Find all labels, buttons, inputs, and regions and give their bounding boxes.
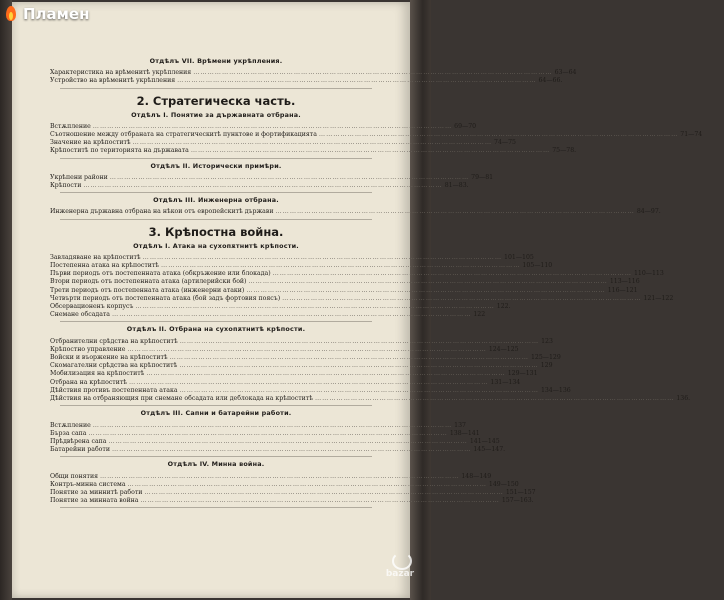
- toc-entry: [50, 386, 571, 395]
- seller-logo-text: Пламен: [23, 5, 90, 23]
- toc-entry: [50, 208, 661, 216]
- toc-entry-title: Отбранителни срѣдства на крѣпоститѣ: [50, 337, 178, 345]
- dot-leader: [127, 346, 486, 354]
- toc-entry: [50, 278, 640, 286]
- section-title: Отдѣлъ II. Отбрана на сухопѫтнитѣ крѣпости.: [126, 325, 306, 334]
- dot-leader: [128, 481, 487, 489]
- toc-entry: [50, 488, 536, 497]
- dot-leader: [112, 446, 471, 454]
- toc-entry-title: Встѫпление: [50, 122, 91, 130]
- watermark: [371, 550, 429, 592]
- toc-entry-pages: 101—105: [504, 253, 534, 261]
- toc-entry-title: Втори периодъ отъ постепенната атака (артилерийски бой): [50, 278, 247, 286]
- dot-leader: [135, 303, 494, 311]
- toc-entry: [50, 472, 492, 481]
- toc-entry: [50, 337, 553, 346]
- toc-entry-pages: 122: [473, 311, 486, 319]
- dot-leader: [88, 430, 447, 438]
- dot-leader: [319, 131, 678, 139]
- flame-icon: [4, 5, 18, 23]
- toc-entry-title: Трети периодъ отъ постепенната атака (инженерни атаки): [50, 286, 245, 294]
- dot-leader: [179, 362, 538, 370]
- toc-entry: [50, 480, 519, 489]
- dot-leader: [273, 270, 632, 278]
- toc-entry: [50, 173, 494, 182]
- table-of-contents: [42, 54, 703, 510]
- toc-entry-title: Първи периодъ отъ постепенната атака (обкръжение или блокада): [50, 270, 271, 278]
- section-divider: [60, 88, 372, 89]
- toc-entry-pages: 81—83.: [444, 182, 469, 190]
- toc-entry-pages: 75—78.: [552, 147, 577, 155]
- toc-entry-title: Крѣпости: [50, 182, 82, 190]
- dot-leader: [146, 370, 505, 378]
- watermark-text: bazar: [385, 569, 415, 579]
- dot-leader: [133, 139, 492, 147]
- toc-entry-pages: 74—75: [494, 139, 516, 147]
- toc-entry-pages: 141—145: [469, 437, 500, 445]
- dot-leader: [93, 123, 452, 131]
- dot-leader: [144, 489, 503, 497]
- toc-entry-pages: 110—113: [633, 270, 664, 278]
- seller-logo: [4, 2, 89, 26]
- toc-entry: [50, 437, 500, 446]
- toc-entry-title: Батарейни работи: [50, 446, 110, 454]
- toc-entry-title: Крѣпостно управление: [50, 345, 126, 353]
- toc-entry-title: Съотношение между отбраната на стратегическитѣ пунктове и фортификацията: [50, 131, 317, 139]
- dot-leader: [177, 77, 536, 85]
- section-divider: [60, 158, 372, 159]
- section-divider: [60, 321, 372, 322]
- dot-leader: [161, 262, 520, 270]
- toc-entry-title: Завладяване на крѣпоститѣ: [50, 253, 141, 261]
- section-divider: [60, 219, 372, 220]
- toc-entry-title: Скомагателни срѣдства на крѣпоститѣ: [50, 362, 178, 370]
- dot-leader: [170, 354, 529, 362]
- toc-entry-pages: 138—141: [449, 429, 480, 437]
- toc-entry-pages: 134—136: [540, 386, 571, 394]
- dot-leader: [83, 182, 442, 190]
- toc-entry-pages: 71—74: [680, 131, 703, 139]
- dot-leader: [180, 338, 539, 346]
- toc-entry: [50, 69, 577, 77]
- toc-entry-title: Понятие за миннитѣ работи: [50, 488, 143, 496]
- toc-entry: [50, 122, 477, 131]
- book-page: [12, 2, 703, 598]
- toc-entry-title: Общи понятия: [50, 472, 98, 480]
- toc-entry-title: Дѣйствия противъ постепенната атака: [50, 386, 178, 394]
- toc-entry-title: Контръ-минна система: [50, 480, 126, 488]
- section-divider: [60, 405, 372, 406]
- toc-entry-title: Прѣдвѣрена сапа: [50, 437, 107, 445]
- dot-leader: [140, 497, 499, 505]
- dot-leader: [93, 422, 452, 430]
- toc-entry: [50, 147, 577, 155]
- toc-entry-pages: 145—147.: [473, 446, 506, 454]
- toc-entry-pages: 113—116: [609, 278, 640, 286]
- toc-entry-title: Четвърти периодъ отъ постепенната атака (бой задъ фортовия поясъ): [50, 294, 281, 302]
- watermark-icon: [386, 550, 414, 568]
- toc-entry-title: Понятие за минната война: [50, 497, 139, 505]
- dot-leader: [246, 287, 605, 295]
- section-title: Отдѣлъ III. Сапни и батарейни работи.: [140, 409, 292, 418]
- book-binding-left: [0, 0, 12, 600]
- toc-entry: [50, 286, 638, 295]
- toc-entry-title: Устройство на врѣменитѣ укрѣпления: [50, 77, 176, 85]
- toc-entry: [50, 362, 553, 370]
- toc-entry-title: Отбрана на крѣпоститѣ: [50, 378, 128, 386]
- toc-entry-pages: 129: [540, 362, 553, 370]
- toc-entry-title: Бърза сапа: [50, 429, 87, 437]
- toc-entry: [50, 497, 534, 505]
- dot-leader: [108, 438, 467, 446]
- toc-entry-pages: 121—122: [643, 294, 674, 302]
- dot-leader: [275, 208, 634, 216]
- toc-entry: [50, 345, 519, 354]
- dot-leader: [143, 254, 502, 262]
- toc-entry-title: Укрѣпени райони: [50, 173, 108, 181]
- toc-entry-title: Характеристика на врѣменитѣ укрѣпления: [50, 69, 192, 77]
- dot-leader: [110, 174, 469, 182]
- toc-entry: [50, 395, 691, 403]
- toc-entry-title: Мобилизация на крѣпоститѣ: [50, 370, 145, 378]
- toc-entry-title: Значение на крѣпоститѣ: [50, 139, 131, 147]
- section-title: Отдѣлъ II. Исторически примѣри.: [150, 161, 282, 170]
- toc-entry: [50, 311, 486, 319]
- toc-entry-title: Снемане обсадата: [50, 311, 110, 319]
- toc-entry-pages: 122.: [496, 303, 511, 311]
- toc-entry-pages: 64—66.: [538, 77, 563, 85]
- toc-entry-pages: 123: [541, 337, 553, 345]
- section-divider: [60, 507, 372, 508]
- toc-entry: [50, 303, 511, 311]
- toc-entry-pages: 137: [454, 421, 466, 429]
- dot-leader: [248, 278, 607, 286]
- dot-leader: [112, 311, 471, 319]
- dot-leader: [315, 395, 674, 403]
- dot-leader: [191, 147, 550, 155]
- toc-entry-pages: 151—157: [505, 488, 536, 496]
- toc-entry-title: Постепенна атака на крѣпоститѣ: [50, 262, 160, 270]
- section-title: Отдѣлъ VII. Врѣмени укрѣпления.: [149, 57, 283, 65]
- toc-entry-pages: 136.: [676, 395, 691, 403]
- toc-entry: [50, 253, 534, 262]
- dot-leader: [282, 295, 641, 303]
- section-title: Отдѣлъ IV. Минна война.: [167, 460, 265, 469]
- toc-entry-title: Встѫпление: [50, 421, 91, 429]
- part-title: 2. Стратегическа часть.: [136, 93, 296, 108]
- toc-entry-pages: 116—121: [607, 286, 638, 294]
- toc-entry: [50, 77, 563, 85]
- dot-leader: [129, 379, 488, 387]
- toc-entry-title: Дѣйствия на отбраняющия при снемане обсадата или деблокада на крѣпоститѣ: [50, 395, 313, 403]
- toc-entry-pages: 69—70: [454, 122, 477, 130]
- toc-entry-title: Войски и въоржение на крѣпоститѣ: [50, 354, 168, 362]
- toc-entry: [50, 421, 466, 430]
- toc-entry: [50, 131, 703, 139]
- toc-entry: [50, 354, 561, 362]
- toc-entry: [50, 446, 506, 454]
- toc-entry-title: Обсервационенъ корпусъ: [50, 303, 134, 311]
- toc-entry-pages: 125—129: [530, 354, 561, 362]
- toc-entry-pages: 84—97.: [636, 208, 661, 216]
- toc-entry-pages: 129—131: [507, 370, 538, 378]
- toc-entry: [50, 429, 480, 438]
- toc-entry-pages: 131—134: [490, 378, 521, 386]
- toc-entry: [50, 139, 516, 147]
- toc-entry-pages: 157—163.: [501, 497, 534, 505]
- toc-entry: [50, 182, 469, 190]
- toc-entry: [50, 370, 538, 378]
- section-divider: [60, 456, 372, 457]
- toc-entry: [50, 270, 664, 278]
- toc-entry: [50, 262, 553, 270]
- dot-leader: [100, 473, 459, 481]
- section-title: Отдѣлъ III. Инженерна отбрана.: [153, 196, 279, 205]
- dot-leader: [180, 387, 539, 395]
- toc-entry-pages: 63—64: [554, 69, 577, 77]
- toc-entry-pages: 105—110: [522, 262, 553, 270]
- part-title: 3. Крѣпостна война.: [148, 224, 284, 239]
- toc-entry-pages: 124—125: [488, 345, 519, 353]
- toc-entry: [50, 294, 674, 303]
- section-title: Отдѣлъ I. Понятие за държавната отбрана.: [131, 110, 301, 119]
- section-title: Отдѣлъ I. Атака на сухопѫтнитѣ крѣпости.: [133, 241, 299, 250]
- toc-entry-pages: 148—149: [461, 472, 492, 480]
- toc-entry-title: Инженерна държавна отбрана на нѣкои отъ европейскитѣ държави: [50, 208, 274, 216]
- dot-leader: [193, 69, 552, 77]
- section-divider: [60, 192, 372, 193]
- toc-entry-pages: 79—81: [471, 173, 494, 181]
- toc-entry-title: Крѣпоститѣ по територията на държавата: [50, 147, 189, 155]
- toc-entry-pages: 149—150: [488, 480, 519, 488]
- toc-entry: [50, 378, 521, 387]
